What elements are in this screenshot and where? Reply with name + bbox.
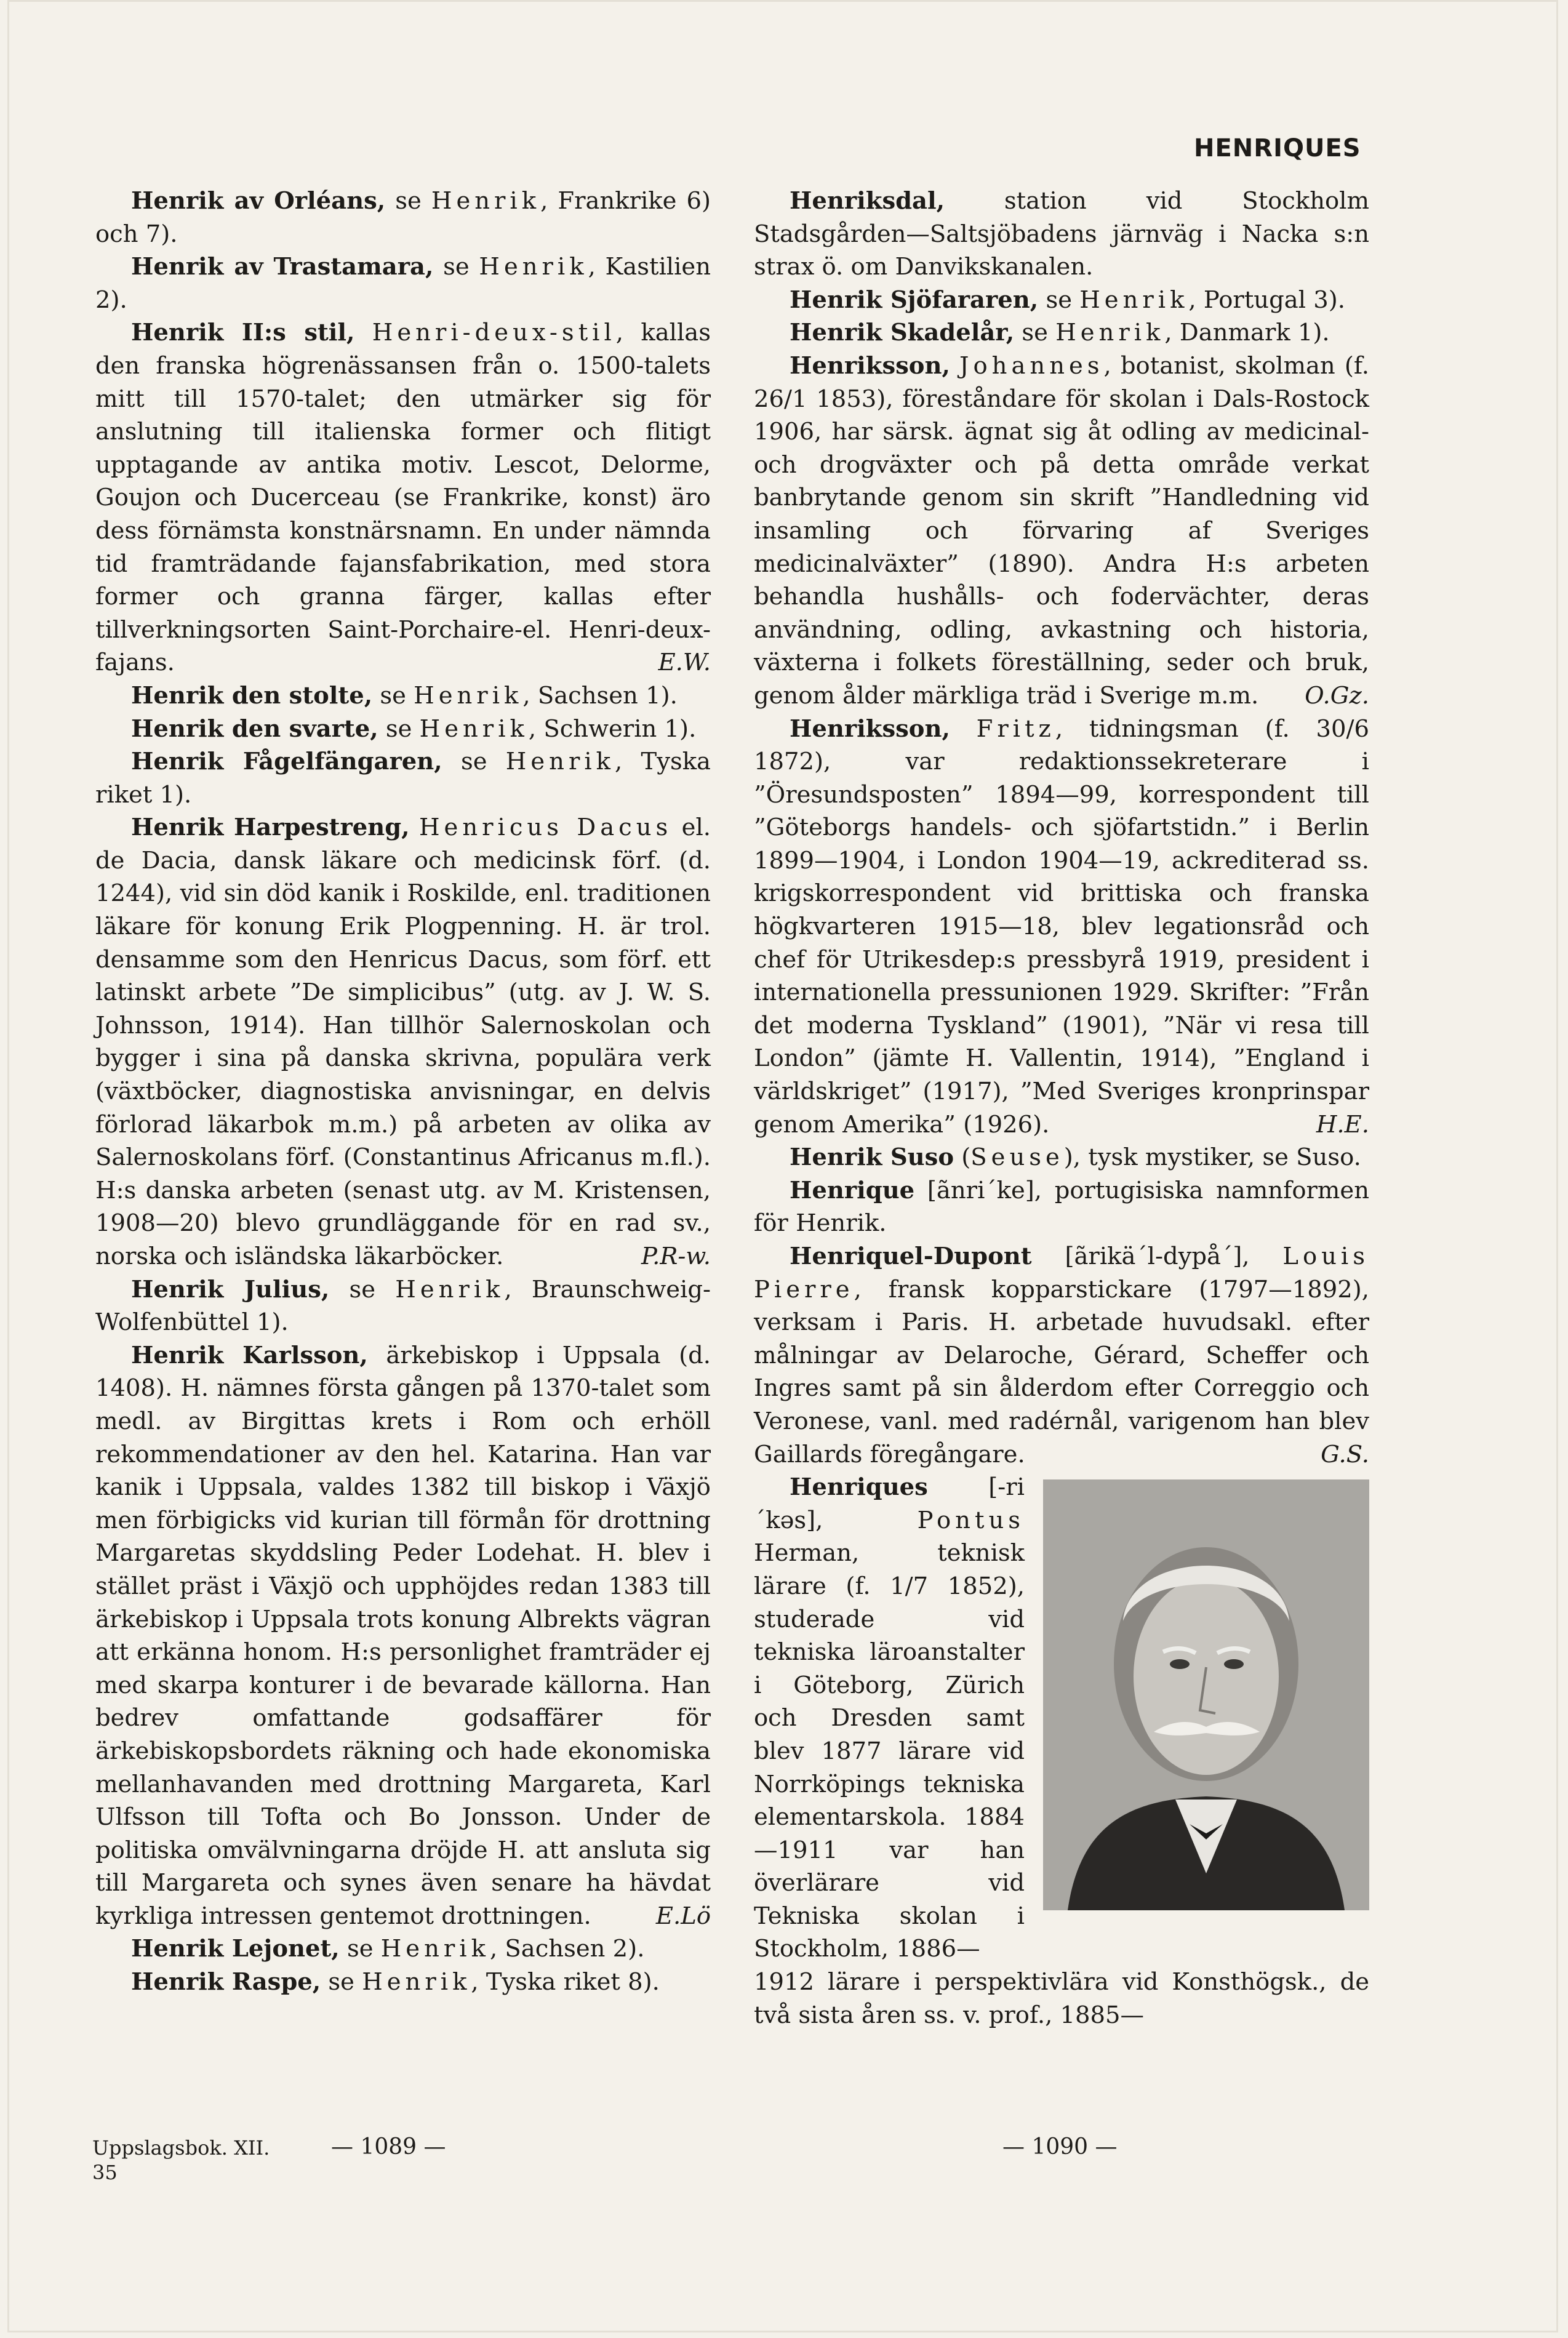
- entry-spaced-name: Henri-deux-stil: [372, 319, 616, 347]
- dictionary-entry: [754, 1240, 1369, 1471]
- dictionary-entry: [95, 713, 711, 746]
- entry-spaced-name: Henrik: [362, 1968, 471, 1996]
- entry-text: se: [395, 187, 431, 215]
- entry-spaced-name: Henrik: [380, 1935, 490, 1963]
- entry-headword: Henriksson,: [790, 351, 950, 380]
- entry-spaced-name: Henrik: [1079, 286, 1189, 314]
- left-column: [95, 185, 711, 1999]
- entry-headword: Henriksdal,: [790, 187, 945, 215]
- author-signature: H.E.: [1316, 1110, 1369, 1139]
- entry-spaced-name: Louis Pierre: [754, 1243, 1369, 1303]
- entry-text: (: [961, 1143, 971, 1172]
- entry-spaced-name: Seuse: [970, 1143, 1064, 1172]
- dictionary-entry: [754, 1141, 1369, 1174]
- dictionary-entry-henriques: [754, 1471, 1369, 1966]
- entry-body: station vid Stockholm Stadsgården—Saltsjöbadens järnväg i Nacka s:n strax ö. om Danvikskanalen.: [754, 187, 1369, 281]
- entry-headword: Henrik Fågelfängaren,: [131, 748, 442, 776]
- entry-headword: Henriques: [790, 1473, 928, 1502]
- dictionary-entry: [754, 1174, 1369, 1240]
- entry-headword: Henrik Skadelår,: [790, 319, 1015, 347]
- dictionary-entry: [754, 284, 1369, 317]
- entry-spaced-name: Henrik: [431, 187, 541, 215]
- entry-body: el. de Dacia, dansk läkare och medicinsk förf. (d. 1244), vid sin död kanik i Roskilde, enl. traditionen läkare för konung Erik Plogpenning. H. är trol. densamme som den Henricus Dacus, som förf. ett latinskt arbete ”De simplicibus” (utg. av J. W. S. Johnsson, 1914). Han tillhör Salernoskolan och bygger i sina på danska skrivna, populära verk (växtböcker, diagnostiska anvisningar, en delvis förlorad läkarbok m.m.) på arbeten av olika av Salernoskolans förf. (Constantinus Africanus m.fl.). H:s danska arbeten (senast utg. av M. Kristensen, 1908—20) blevo grundläggande för en rad sv., norska och isländska läkarböcker.: [95, 814, 711, 1270]
- entry-headword: Henrik Sjöfararen,: [790, 286, 1039, 314]
- dictionary-entry: [95, 745, 711, 811]
- entry-headword: Henrik Karlsson,: [131, 1341, 368, 1369]
- dictionary-entry: [95, 316, 711, 679]
- sheet-signature: 35: [92, 2161, 118, 2184]
- entry-body: [ãnri´ke], portugisiska namnformen för Henrik.: [754, 1176, 1369, 1238]
- dictionary-entry: [95, 1339, 711, 1933]
- entry-body: , Danmark 1).: [1164, 319, 1330, 347]
- author-signature: P.R-w.: [641, 1243, 711, 1270]
- dictionary-entry: [754, 185, 1369, 284]
- entry-text: se: [385, 715, 420, 743]
- entry-text: [ãrikä´l-dypå´],: [1065, 1243, 1283, 1270]
- running-head: HENRIQUES: [1194, 134, 1361, 162]
- entry-headword: Henrik Raspe,: [131, 1968, 321, 1996]
- right-column: [754, 185, 1369, 2032]
- entry-headword: Henrik den stolte,: [131, 681, 373, 710]
- dictionary-entry: [95, 185, 711, 250]
- entry-spaced-name: Henrik: [505, 748, 615, 776]
- entry-headword: Henriksson,: [790, 715, 950, 743]
- entry-headword: Henrique: [790, 1176, 915, 1204]
- entry-body: , Braunschweig-Wolfenbüttel 1).: [95, 1275, 711, 1337]
- dictionary-entry: [95, 1966, 711, 1999]
- dictionary-entry: [95, 811, 711, 1273]
- author-signature: O.Gz.: [1305, 681, 1369, 710]
- entry-spaced-name: Henrik: [414, 681, 523, 710]
- entry-spaced-name: Johannes: [959, 351, 1104, 380]
- entry-body: , Tyska riket 1).: [95, 748, 711, 809]
- entry-spaced-name: Henrik: [419, 715, 529, 743]
- entry-headword: Henrik av Orléans,: [131, 187, 386, 215]
- entry-spaced-name: Fritz: [976, 715, 1055, 743]
- dictionary-entry: [754, 316, 1369, 350]
- entry-spaced-name: Henrik: [479, 253, 588, 281]
- entry-headword: Henrik av Trastamara,: [131, 253, 434, 281]
- portrait-figure: [1043, 1479, 1369, 1916]
- entry-body: , Portugal 3).: [1188, 286, 1345, 314]
- entry-body: , fransk kopparstickare (1797—1892), verksam i Paris. H. arbetade huvudsakl. efter målningar av Delaroche, Gérard, Scheffer och Ingres samt på sin ålderdom efter Correggio och Veronese, vanl. med radérnål, varigenom han blev Gaillards föregångare.: [754, 1275, 1369, 1468]
- entry-body: , tidningsman (f. 30/6 1872), var redaktionssekreterare i ”Öresundsposten” 1894—99, korrespondent till ”Göteborgs handels- och sjöfartstidn.” i Berlin 1899—1904, i London 1904—19, ackrediterad ss. krigskorrespondent vid brittiska och franska högkvarteren 1915—18, blev legationsråd och chef för Utrikesdep:s pressbyrå 1919, president i internationella pressunionen 1929. Skrifter: ”Från det moderna Tyskland” (1901), ”När vi resa till London” (jämte H. Vallentin, 1914), ”England i världskriget” (1917), ”Med Sveriges kronprinspar genom Amerika” (1926).: [754, 715, 1369, 1139]
- entry-spaced-name: Pontus: [917, 1506, 1025, 1534]
- entry-pronunciation: [-ri´kəs],: [754, 1473, 1025, 1534]
- entry-body: , Tyska riket 8).: [471, 1968, 660, 1996]
- dictionary-entry: [95, 250, 711, 316]
- entry-text: se: [1046, 286, 1080, 314]
- entry-continuation: 1912 lärare i perspektivlära vid Konsthögsk., de två sista åren ss. v. prof., 1885—: [754, 1968, 1369, 2029]
- entry-headword: Henrik Julius,: [131, 1275, 330, 1303]
- entry-body: , Sachsen 1).: [522, 681, 678, 710]
- entry-headword: Henrik den svarte,: [131, 715, 378, 743]
- entry-headword: Henrik II:s stil,: [131, 319, 355, 347]
- entry-body: , kallas den franska högrenässansen från o. 1500-talets mitt till 1570-talet; den utmärker sig för anslutning till italienska former och flitigt upptagande av antika motiv. Lescot, Delorme, Goujon och Ducerceau (se Frankrike, konst) äro dess förnämsta konstnärsnamn. En under nämnda tid framträdande fajansfabrikation, med stora former och granna färger, kallas efter tillverkningsorten Saint-Porchaire-el. Henri-deux-fajans.: [95, 319, 711, 677]
- portrait-photo: [1043, 1479, 1369, 1910]
- author-signature: E.W.: [658, 649, 711, 677]
- entry-headword: Henrik Lejonet,: [131, 1935, 340, 1963]
- entry-body: ), tysk mystiker, se Suso.: [1063, 1143, 1361, 1172]
- dictionary-entry: [95, 1932, 711, 1966]
- dictionary-entry: [95, 679, 711, 713]
- volume-footer: [92, 2136, 270, 2185]
- entry-spaced-name: Henrik: [395, 1275, 505, 1303]
- entry-headword: Henrik Suso: [790, 1143, 954, 1172]
- portrait-image: [1043, 1479, 1369, 1910]
- entry-body: , Schwerin 1).: [528, 715, 697, 743]
- entry-text: se: [460, 748, 506, 776]
- entry-text: se: [328, 1968, 362, 1996]
- author-signature: E.Lö: [655, 1902, 711, 1930]
- entry-body: Herman, teknisk lärare (f. 1/7 1852), studerade vid tekniska läroanstalter i Göteborg, Zürich och Dresden samt blev 1877 lärare vid Norrköpings tekniska elementarskola. 1884—1911 var han överlärare vid Tekniska skolan i Stockholm, 1886—: [754, 1539, 1025, 1963]
- entry-text: se: [443, 253, 479, 281]
- entry-spaced-name: Henricus Dacus: [418, 814, 673, 842]
- entry-headword: Henrik Harpestreng,: [131, 814, 410, 842]
- page-number-right: — 1090 —: [1002, 2134, 1118, 2160]
- volume-label: Uppslagsbok. XII.: [92, 2136, 270, 2160]
- entry-text: se: [349, 1275, 396, 1303]
- page-number-left: — 1089 —: [331, 2134, 446, 2160]
- dictionary-entry: [754, 713, 1369, 1142]
- author-signature: G.S.: [1321, 1440, 1369, 1468]
- entry-spaced-name: Henrik: [1055, 319, 1165, 347]
- entry-text: se: [380, 681, 414, 710]
- entry-body: , Kastilien 2).: [95, 253, 711, 314]
- entry-body: , botanist, skolman (f. 26/1 1853), föreståndare för skolan i Dals-Rostock 1906, har särsk. ägnat sig åt odling av medicinal- och drogväxter och på detta område verkat banbrytande genom sin skrift ”Handledning vid insamling och förvaring af Sveriges medicinalväxter” (1890). Andra H:s arbeten behandla hushålls- och fodervächter, deras användning, odling, avkastning och historia, växterna i folkets föreställning, seder och bruk, genom ålder märkliga träd i Sverige m.m.: [754, 351, 1369, 710]
- entry-text: se: [346, 1935, 381, 1963]
- dictionary-entry: [754, 350, 1369, 713]
- entry-body: ärkebiskop i Uppsala (d. 1408). H. nämnes första gången på 1370-talet som medl. av Birgittas krets i Rom och erhöll rekommendationer av den hel. Katarina. Han var kanik i Uppsala, valdes 1382 till biskop i Växjö men förbigicks vid kurian till förmån för drottning Margaretas skyddsling Peder Lodehat. H. blev i stället präst i Växjö och upphöjdes redan 1383 till ärkebiskop i Uppsala trots konung Albrekts vägran att erkänna honom. H:s personlighet framträder ej med skarpa konturer i de bevarade källorna. Han bedrev omfattande godsaffärer för ärkebiskopsbordets räkning och hade ekonomiska mellanhavanden med drottning Margareta, Karl Ulfsson till Tofta och Bo Jonsson. Under de politiska omvälvningarna dröjde H. att ansluta sig till Margareta och synes även senare ha hävdat kyrkliga intressen gentemot drottningen.: [95, 1341, 711, 1930]
- entry-headword: Henriquel-Dupont: [790, 1243, 1032, 1270]
- entry-text: se: [1022, 319, 1056, 347]
- entry-body: , Frankrike 6) och 7).: [95, 187, 711, 248]
- dictionary-entry: [95, 1273, 711, 1339]
- entry-body: , Sachsen 2).: [489, 1935, 645, 1963]
